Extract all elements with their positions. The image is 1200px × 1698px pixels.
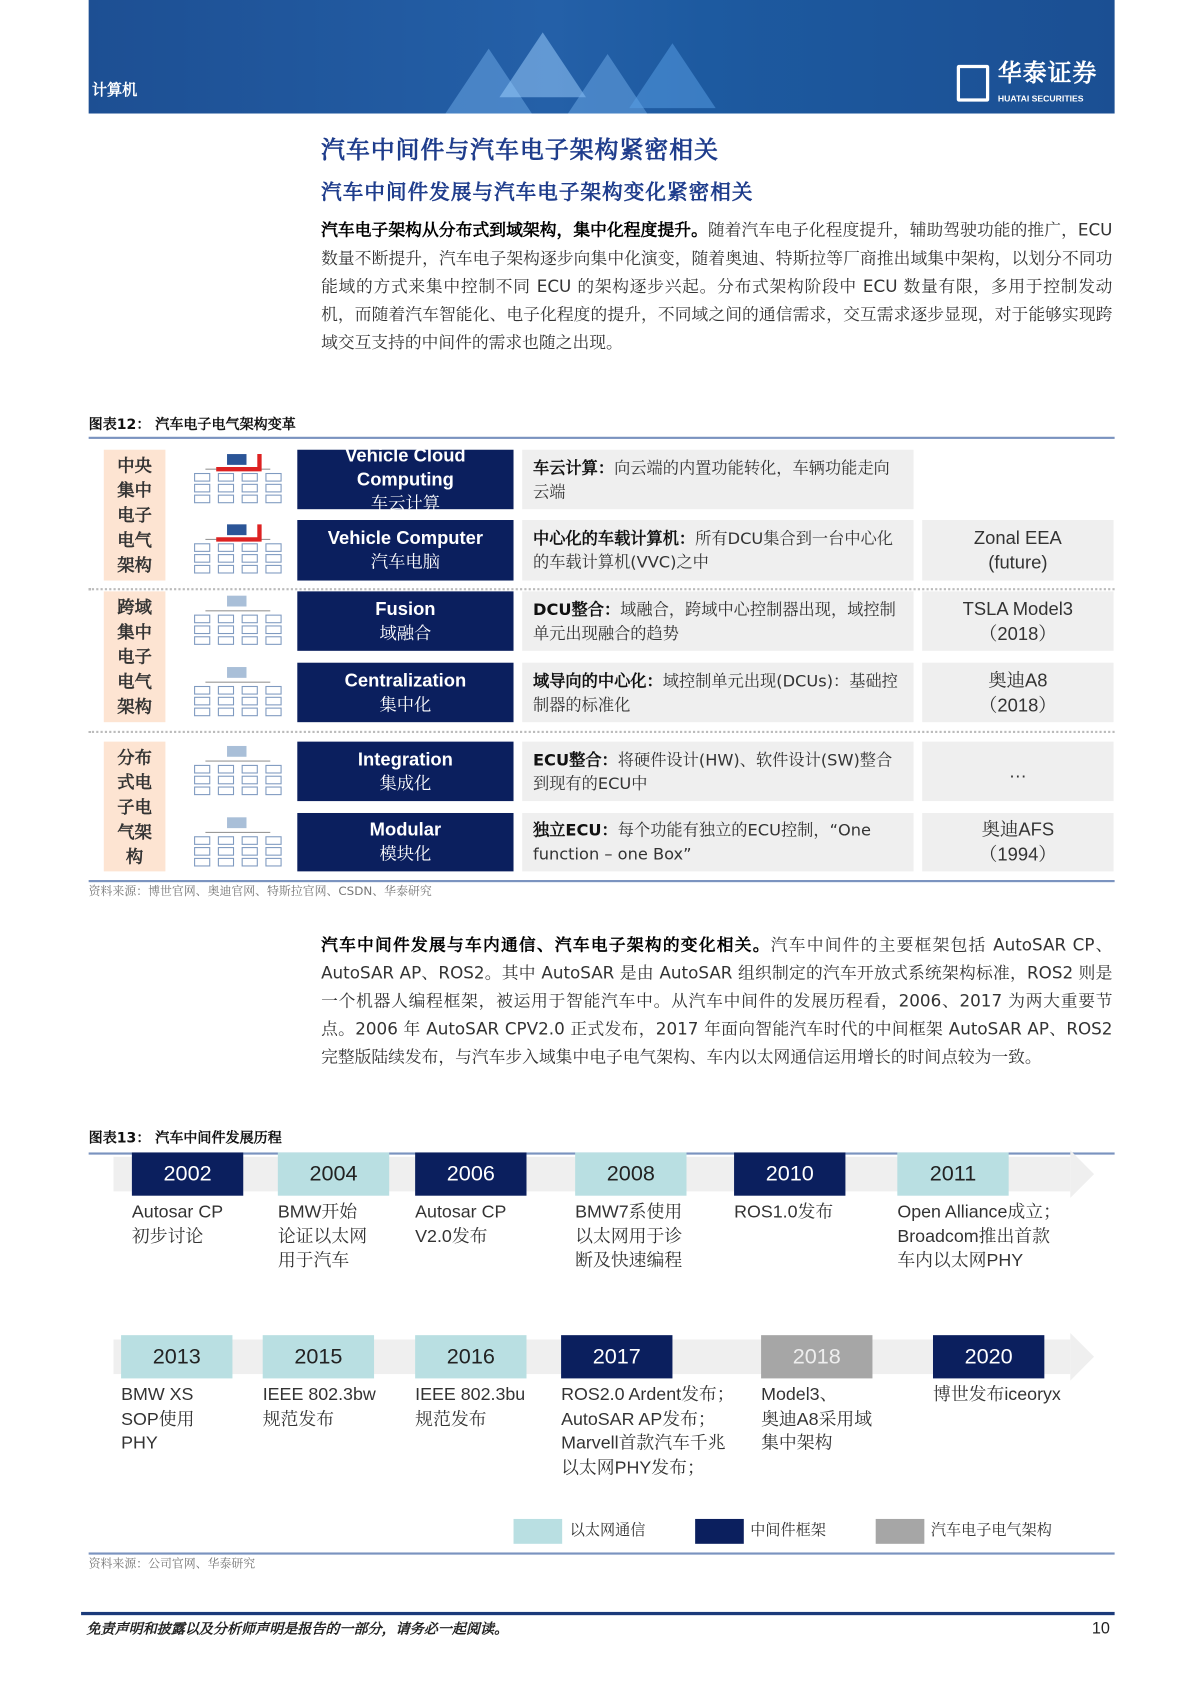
dotted-divider	[89, 588, 1115, 590]
stage-example	[922, 663, 1113, 722]
figure13-caption: 图表13： 汽车中间件发展历程	[88, 1130, 282, 1148]
stage-name-cn: 模块化	[379, 843, 432, 864]
legend-label: 中间件框架	[750, 1522, 826, 1540]
timeline-event	[263, 1383, 376, 1432]
logo-text: 华泰证券	[997, 60, 1098, 88]
example-name: …	[1008, 761, 1028, 782]
event-line: Open Alliance成立；	[897, 1202, 1061, 1222]
event-line: 规范发布	[262, 1409, 335, 1429]
group-label: 中央集中电子电气架构	[104, 450, 166, 581]
event-line: BMW开始	[277, 1202, 358, 1222]
stage-name-en: Integration	[357, 748, 453, 770]
event-line: Autosar CP	[415, 1202, 507, 1222]
timeline-year: 2008	[575, 1152, 686, 1195]
stage-name-cn: 域融合	[379, 622, 432, 643]
event-line: 以太网PHY发布；	[561, 1457, 705, 1478]
group-label: 跨域集中电子电气架构	[104, 591, 166, 722]
stage-example	[922, 591, 1113, 650]
stage-description	[522, 450, 913, 509]
example-year: (future)	[988, 552, 1048, 573]
section-subtitle: 汽车中间件发展与汽车电子架构变化紧密相关	[321, 180, 754, 205]
stage-name-cn: 集中化	[379, 693, 432, 715]
timeline-event	[415, 1200, 506, 1249]
dotted-divider	[89, 731, 1115, 733]
legend-label: 汽车电子电气架构	[930, 1522, 1052, 1540]
divider	[89, 1552, 1115, 1554]
stage-example	[922, 742, 1113, 801]
event-line: 奥迪A8采用域	[761, 1409, 873, 1429]
description-lead: 域导向的中心化：	[532, 670, 663, 691]
section-label: 计算机	[91, 82, 138, 100]
architecture-stage	[297, 444, 513, 513]
stage-name-en: Modular	[369, 819, 442, 841]
timeline-event	[415, 1383, 525, 1432]
event-line: Model3、	[761, 1384, 838, 1405]
timeline-year: 2006	[415, 1152, 526, 1195]
event-line: PHY	[121, 1433, 158, 1453]
timeline-year: 2015	[263, 1335, 374, 1378]
timeline-year: 2020	[933, 1335, 1044, 1378]
timeline-event	[575, 1200, 682, 1273]
event-line: ROS2.0 Ardent发布；	[561, 1384, 735, 1405]
architecture-diagram-icon	[184, 450, 292, 509]
timeline-year: 2013	[121, 1335, 232, 1378]
architecture-stage	[297, 813, 513, 871]
event-line: 以太网用于诊	[575, 1226, 683, 1246]
stage-example	[922, 813, 1113, 871]
example-name: TSLA Model3	[962, 598, 1074, 619]
timeline-event	[561, 1383, 734, 1480]
stage-description	[522, 663, 913, 722]
event-line: Broadcom推出首款	[897, 1226, 1050, 1246]
description-text: 向云端的内置功能转化，车辆功能走向云端	[532, 457, 890, 502]
example-year: （2018）	[979, 623, 1057, 644]
event-line: BMW XS	[121, 1384, 194, 1405]
event-line: Autosar CP	[131, 1202, 224, 1222]
legend-swatch-middleware	[695, 1519, 744, 1544]
event-line: IEEE 802.3bu	[415, 1384, 526, 1405]
event-line: BMW7系使用	[575, 1202, 683, 1222]
timeline-year: 2010	[734, 1152, 845, 1195]
divider	[89, 437, 1115, 439]
logo-text-en: HUATAI SECURITIES	[997, 94, 1084, 104]
description-text: 每个功能有独立的ECU控制，“One function – one Box”	[532, 820, 872, 864]
architecture-diagram-icon	[184, 742, 292, 801]
event-line: AutoSAR AP发布；	[561, 1409, 716, 1429]
example-name: 奥迪A8	[988, 669, 1048, 691]
description-text: 域融合，跨域中心控制器出现，域控制单元出现融合的趋势	[532, 599, 896, 643]
event-line: 论证以太网	[277, 1226, 368, 1246]
example-name: Zonal EEA	[973, 527, 1062, 549]
description-text: 将硬件设计(HW)、软件设计(SW)整合到现有的ECU中	[532, 749, 893, 793]
timeline-year: 2017	[561, 1335, 672, 1378]
timeline-event	[121, 1383, 194, 1456]
paragraph-body: 汽车中间件的主要框架包括 AutoSAR CP、AutoSAR AP、ROS2。其中 AutoSAR 是由 AutoSAR 组织制定的汽车开放式系统架构标准，ROS2 则是一个机器人编程框架，被运用于智能汽车中。从汽车中间件的发展历程看，2006、2017 为两大重要节点。2006 年 AutoSAR CPV2.0 正式发布，2017 年面向智能汽车时代的中间框架 AutoSAR AP、ROS2 完整版陆续发布，与汽车步入域集中电子电气架构、车内以太网通信运用增长的时间点较为一致。	[321, 935, 1113, 1068]
timeline-arrow-icon	[1070, 1150, 1094, 1198]
legend-swatch-architecture	[876, 1519, 925, 1544]
timeline-event	[897, 1200, 1061, 1273]
architecture-diagram-icon	[184, 663, 292, 722]
event-line: 断及快速编程	[575, 1250, 683, 1271]
event-line: V2.0发布	[415, 1226, 488, 1246]
legend-label: 以太网通信	[569, 1522, 646, 1540]
architecture-diagram-icon	[184, 591, 292, 650]
timeline-year: 2002	[132, 1152, 243, 1195]
stage-name-en: Vehicle Cloud Computing	[345, 444, 466, 490]
paragraph-lead: 汽车电子架构从分布式到域架构，集中化程度提升。	[321, 220, 708, 241]
figure12-source: 资料来源：博世官网、奥迪官网、特斯拉官网、CSDN、华泰研究	[88, 884, 432, 899]
stage-name-en: Vehicle Computer	[327, 527, 484, 549]
timeline-event	[278, 1200, 367, 1273]
example-year: （1994）	[979, 844, 1057, 865]
event-line: 集中架构	[761, 1433, 833, 1453]
description-lead: 中心化的车载计算机：	[532, 528, 696, 549]
timeline-event	[761, 1383, 872, 1456]
stage-name-cn: 集成化	[379, 772, 432, 793]
stage-example	[922, 520, 1113, 581]
timeline-year: 2016	[415, 1335, 526, 1378]
timeline-year: 2018	[761, 1335, 872, 1378]
divider	[89, 880, 1115, 882]
paragraph-lead: 汽车中间件发展与车内通信、汽车电子架构的变化相关。	[321, 935, 771, 955]
architecture-stage	[297, 663, 513, 722]
description-text: 域控制单元出现(DCUs)：基础控制器的标准化	[532, 670, 898, 715]
event-line: 用于汽车	[277, 1250, 350, 1271]
event-line: 博世发布iceoryx	[932, 1384, 1061, 1405]
stage-name-en: Fusion	[375, 598, 436, 619]
paragraph-2	[321, 931, 1112, 1072]
architecture-diagram-icon	[184, 520, 292, 581]
paragraph-1	[321, 216, 1112, 357]
description-lead: DCU整合：	[532, 599, 621, 619]
figure12-caption: 图表12： 汽车电子电气架构变革	[88, 417, 296, 434]
huatai-logo	[957, 61, 1108, 109]
event-line: SOP使用	[121, 1409, 195, 1429]
footer-disclaimer: 免责声明和披露以及分析师声明是报告的一部分，请务必一起阅读。	[86, 1621, 509, 1638]
event-line: 车内以太网PHY	[897, 1250, 1024, 1271]
paragraph-body: 随着汽车电子化程度提升，辅助驾驶功能的推广，ECU 数量不断提升，汽车电子架构逐步向集中化演变，随着奥迪、特斯拉等厂商推出域集中架构，以划分不同功能域的方式来集中控制不同 ECU 的架构逐步兴起。分布式架构阶段中 ECU 数量有限，多用于控制发动机，而随着汽车智能化、电子化程度的提升，不同域之间的通信需求，交互需求逐步显现，对于能够实现跨域交互支持的中间件的需求也随之出现。	[321, 220, 1113, 353]
example-year: （2018）	[979, 694, 1057, 716]
footer-rule	[81, 1612, 1115, 1615]
page-title: 汽车中间件与汽车电子架构紧密相关	[321, 137, 719, 165]
stage-name-cn: 车云计算	[370, 492, 441, 513]
stage-name-en: Centralization	[344, 669, 467, 691]
legend-swatch-ethernet	[514, 1519, 563, 1544]
architecture-stage	[297, 520, 513, 581]
stage-description	[522, 520, 913, 581]
timeline-arrow-icon	[1070, 1333, 1094, 1381]
event-line: IEEE 802.3bw	[262, 1384, 376, 1405]
timeline-event	[132, 1200, 223, 1249]
example-name: 奥迪AFS	[981, 819, 1055, 841]
architecture-stage	[297, 742, 513, 801]
stage-description	[522, 813, 913, 871]
stage-description	[522, 591, 913, 650]
figure13-source: 资料来源：公司官网、华泰研究	[88, 1556, 256, 1571]
event-line: 规范发布	[415, 1409, 487, 1429]
timeline-year: 2004	[278, 1152, 389, 1195]
event-line: ROS1.0发布	[734, 1202, 834, 1222]
timeline-year: 2011	[897, 1152, 1008, 1195]
stage-name-cn: 汽车电脑	[370, 551, 441, 572]
description-text: 所有DCU集合到一台中心化的车载计算机(VVC)之中	[532, 528, 894, 572]
description-lead: 车云计算：	[532, 457, 615, 478]
timeline-event	[933, 1383, 1061, 1407]
architecture-diagram-icon	[184, 813, 292, 871]
timeline-event	[734, 1200, 833, 1224]
event-line: Marvell首款汽车千兆	[561, 1433, 726, 1453]
event-line: 初步讨论	[131, 1226, 204, 1246]
logo-mark-icon	[957, 65, 989, 102]
description-lead: ECU整合：	[532, 749, 618, 770]
page-number: 10	[1091, 1619, 1110, 1638]
banner-decoration	[629, 43, 715, 108]
stage-description	[522, 742, 913, 801]
description-lead: 独立ECU：	[532, 820, 618, 841]
group-label: 分布式电子电气架构	[104, 742, 166, 872]
architecture-stage	[297, 591, 513, 650]
